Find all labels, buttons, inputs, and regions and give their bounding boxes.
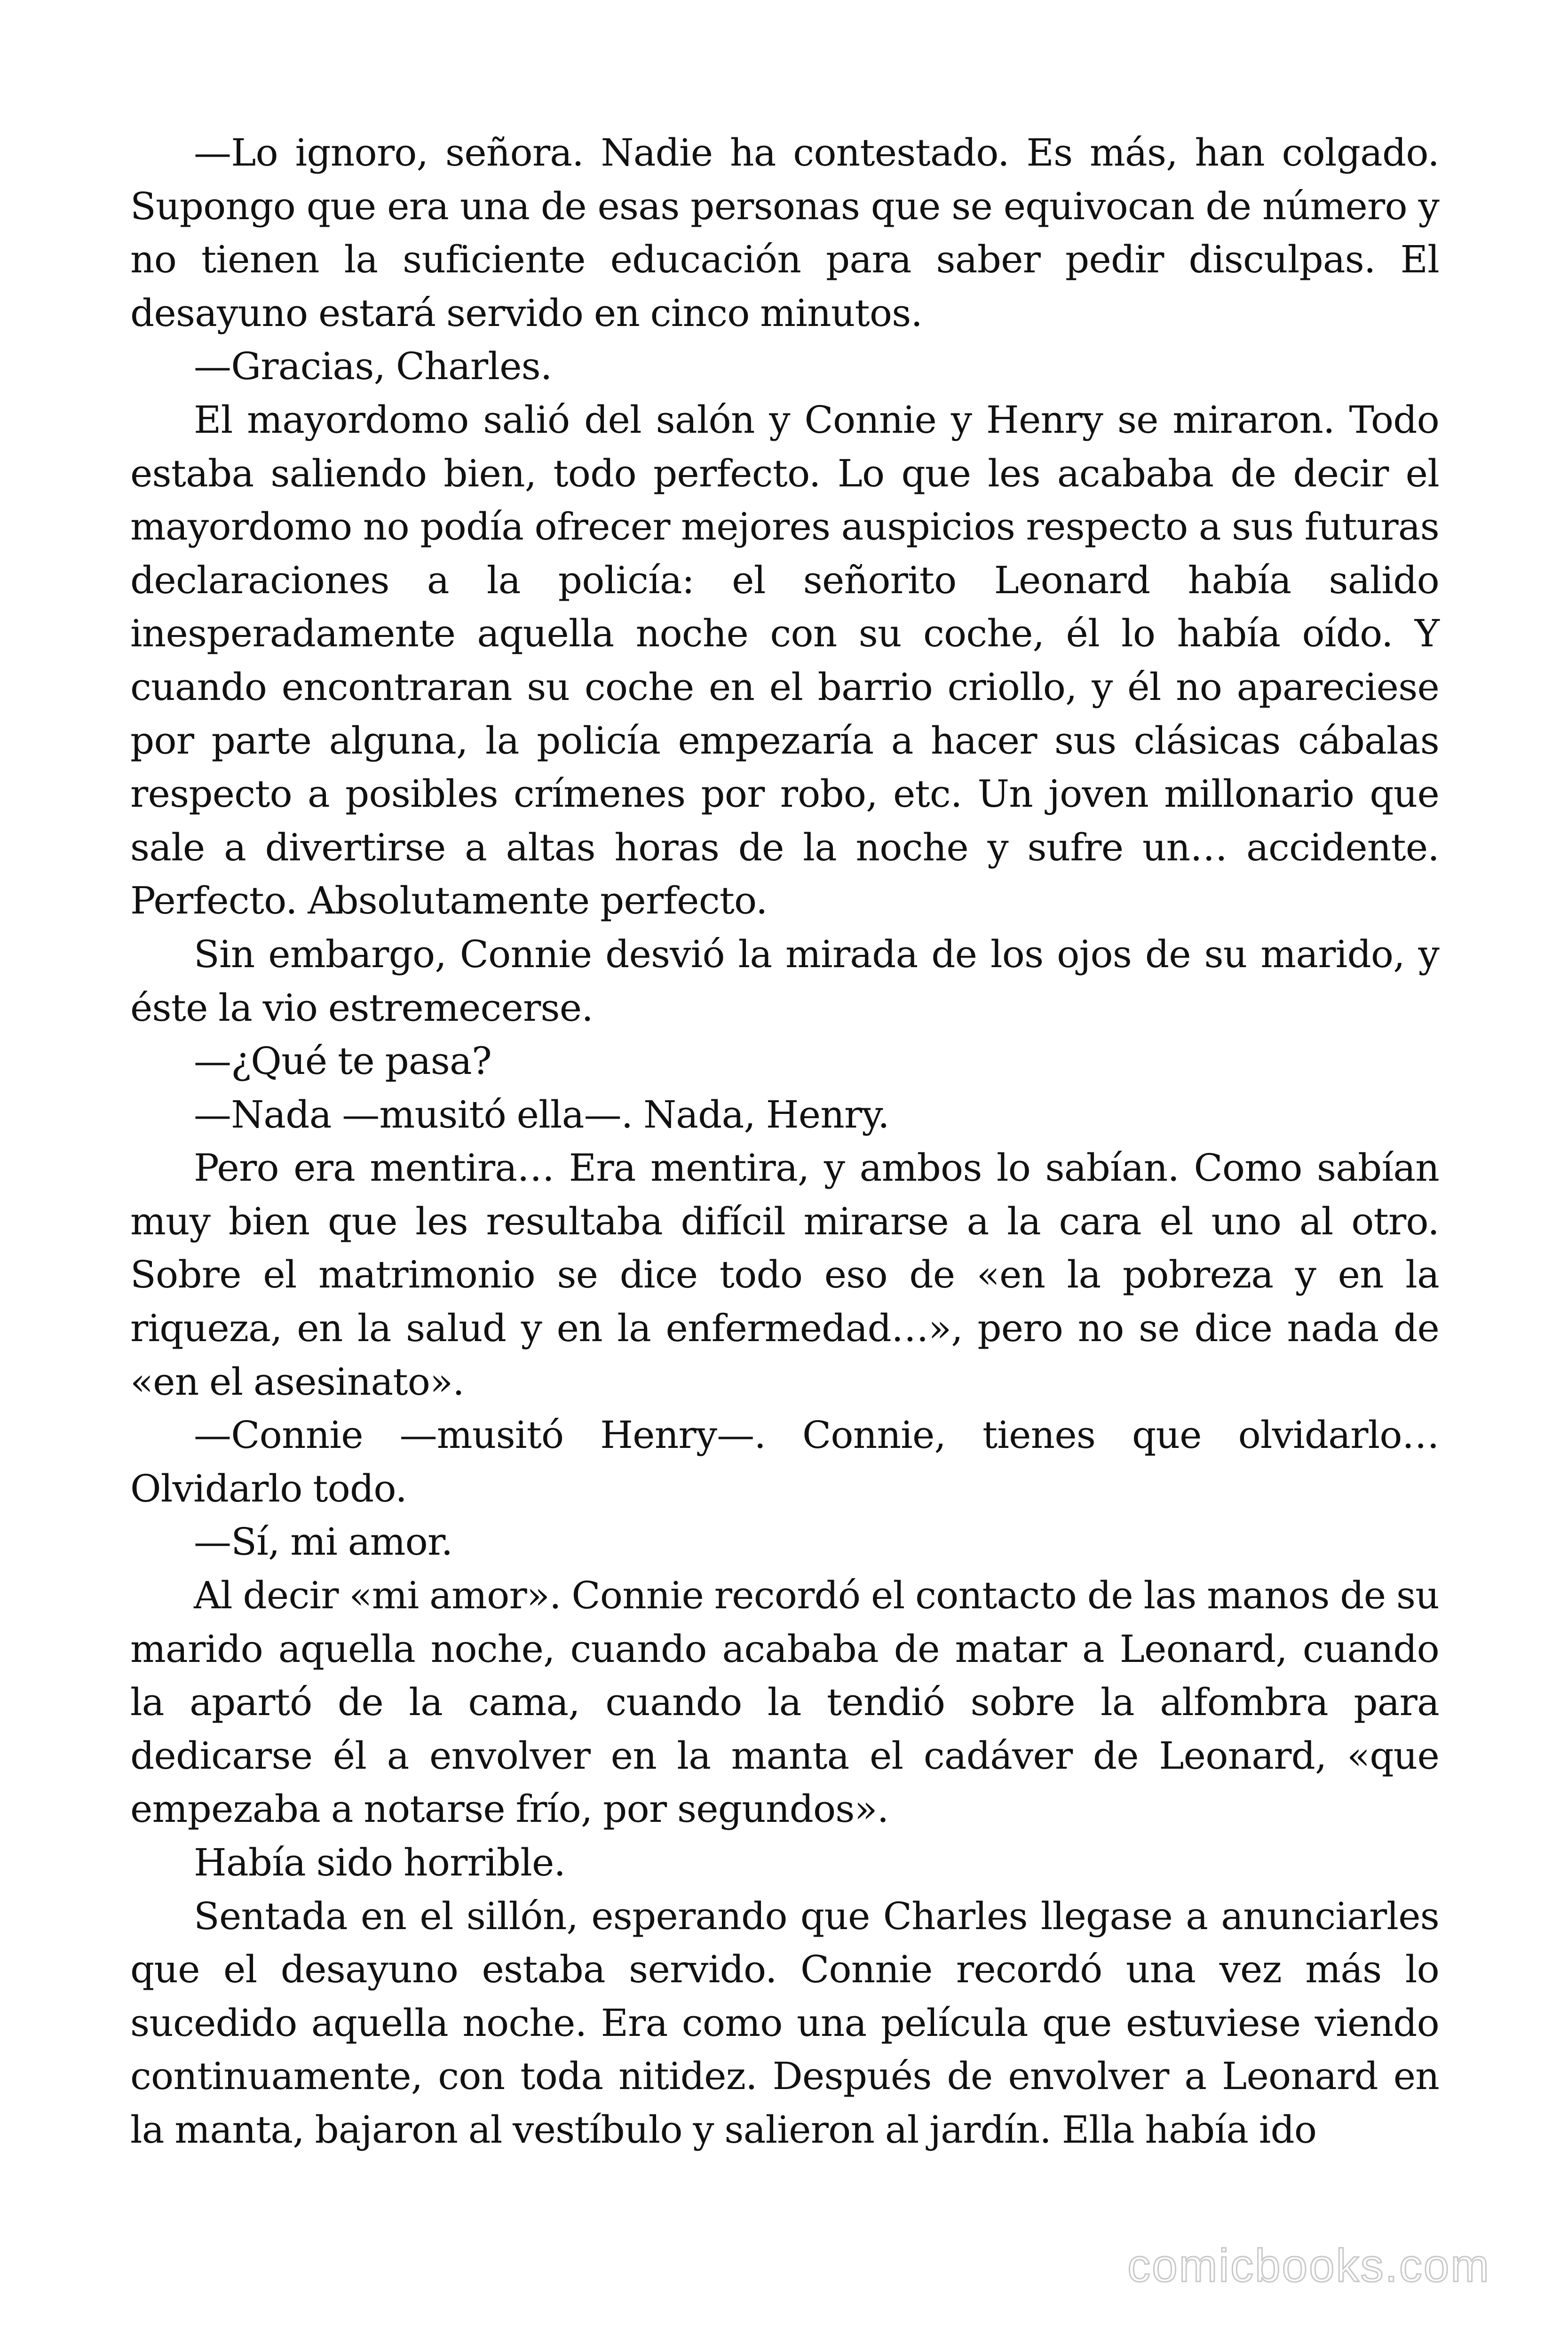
paragraph: —Nada —musitó ella—. Nada, Henry. (194, 1092, 889, 1136)
paragraph: Había sido horrible. (194, 1841, 566, 1884)
watermark: comicbooks.com (1127, 2240, 1490, 2291)
paragraph: El mayordomo salió del salón y Connie y Henry se miraron. Todo estaba saliendo bien, todo perfecto. Lo que les acababa de decir el mayordomo no podía ofrecer mejores auspicios respecto a sus futuras declaraciones a la policía: el señorito Leonard había salido inesperadamente aquella noche con su coche, él lo había oído. Y cuando encontraran su coche en el barrio criollo, y él no apareciese por parte alguna, la policía empezaría a hacer sus clásicas cábalas respecto a posibles crímenes por robo, etc. Un joven millonario que sale a divertirse a altas horas de la noche y sufre un… accidente. Perfecto. Absolutamente perfecto. (130, 397, 1439, 923)
paragraph: —Gracias, Charles. (194, 344, 552, 389)
paragraph: Al decir «mi amor». Connie recordó el contacto de las manos de su marido aquella noche, cuando acababa de matar a Leonard, cuando la apartó de la cama, cuando la tendió sobre la alfombra para dedicarse él a envolver en la manta el cadáver de Leonard, «que empezaba a notarse frío, por segundos». (130, 1573, 1439, 1831)
paragraph: —Lo ignoro, señora. Nadie ha contestado. Es más, han colgado. Supongo que era una de esas personas que se equivocan de número y no tienen la suficiente educación para saber pedir disculpas. El desayuno estará servido en cinco minutos. (130, 131, 1439, 335)
paragraph: —Sí, mi amor. (194, 1520, 453, 1564)
paragraph: Pero era mentira… Era mentira, y ambos lo sabían. Como sabían muy bien que les resultaba difícil mirarse a la cara el uno al otro. Sobre el matrimonio se dice todo eso de «en la pobreza y en la riqueza, en la salud y en la enfermedad…», pero no se dice nada de «en el asesinato». (130, 1146, 1439, 1404)
paragraph: Sentada en el sillón, esperando que Charles llegase a anunciarles que el desayuno estaba servido. Connie recordó una vez más lo sucedido aquella noche. Era como una película que estuviese viendo continuamente, con toda nitidez. Después de envolver a Leonard en la manta, bajaron al vestíbulo y salieron al jardín. Ella había ido (130, 1894, 1439, 2152)
book-page-text (130, 126, 1439, 2157)
paragraph: —¿Qué te pasa? (194, 1039, 492, 1083)
paragraph: Sin embargo, Connie desvió la mirada de los ojos de su marido, y éste la vio estremecerse. (130, 932, 1439, 1030)
paragraph: —Connie —musitó Henry—. Connie, tienes que olvidarlo… Olvidarlo todo. (130, 1413, 1439, 1510)
